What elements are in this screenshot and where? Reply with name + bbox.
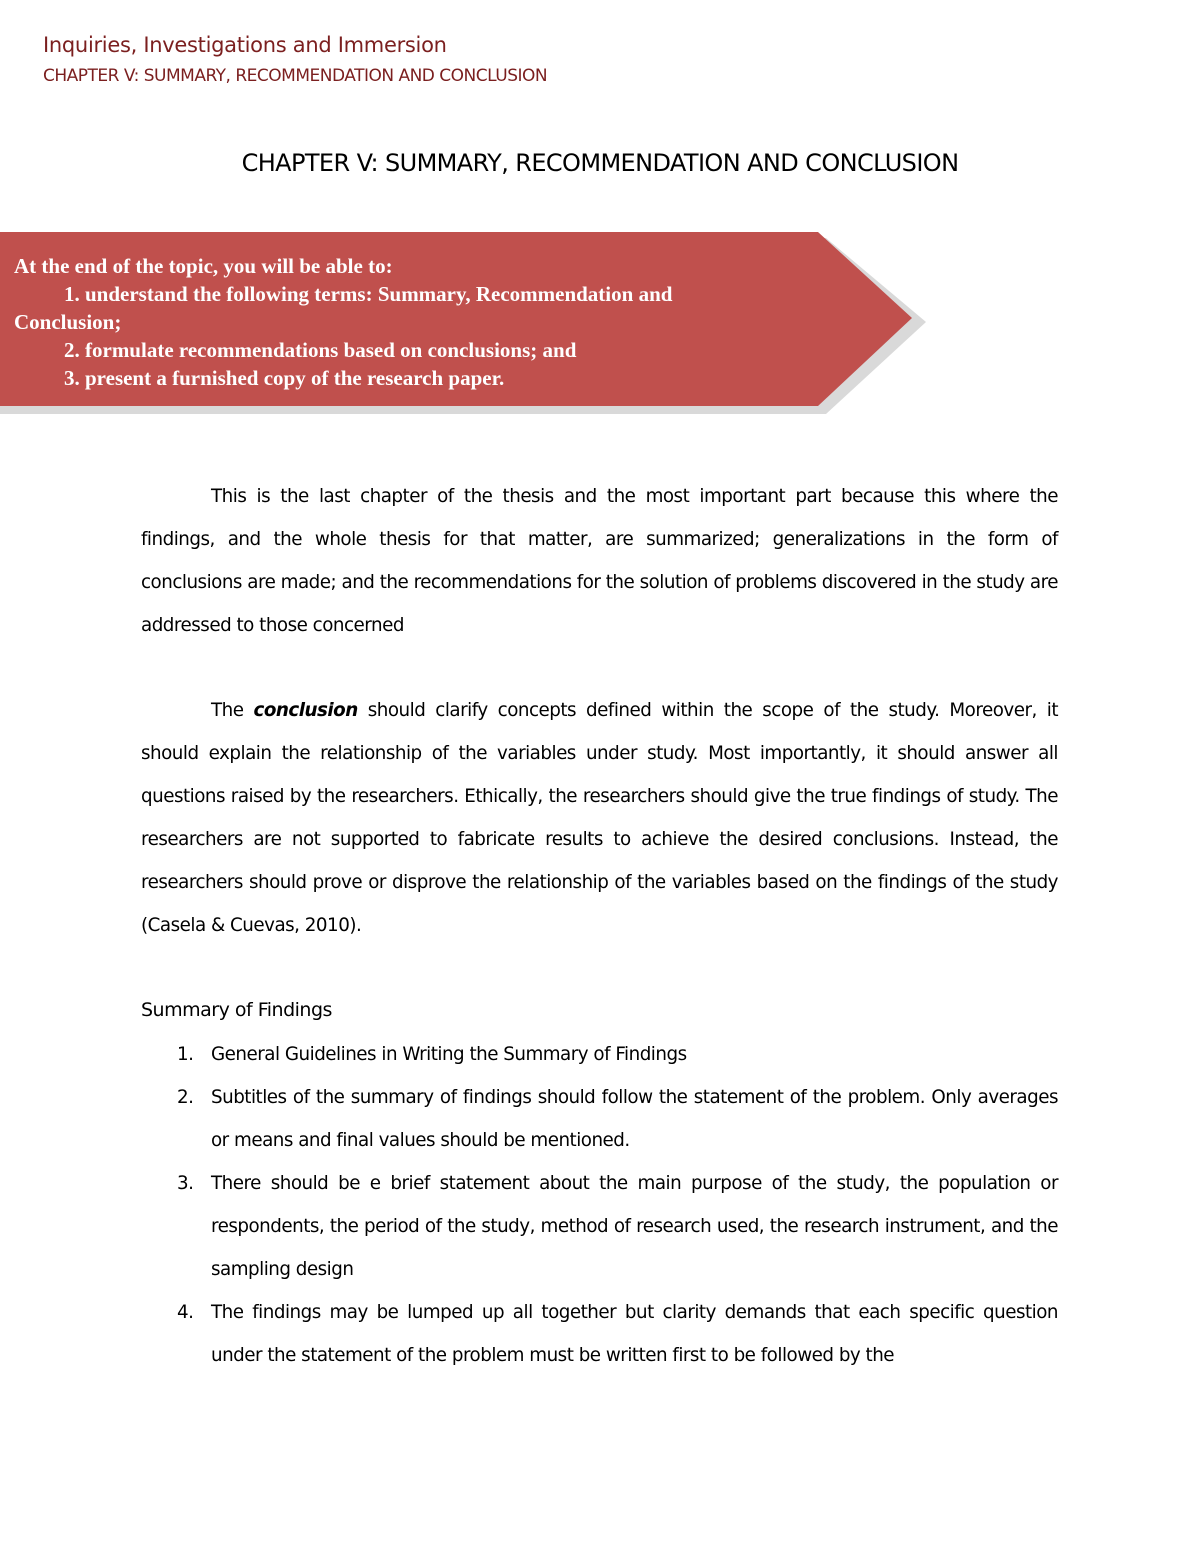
objectives-banner — [0, 224, 930, 416]
page-header — [43, 30, 547, 88]
list-item — [141, 1162, 1058, 1291]
summary-heading: Summary of Findings — [141, 999, 332, 1021]
list-item-text: The findings may be lumped up all together but clarity demands that each specific question under the statement of the problem must be written first to be followed by the — [211, 1302, 1058, 1366]
list-item-number: 4. — [177, 1302, 194, 1323]
list-item — [141, 1291, 1058, 1377]
paragraph-2-lead: The — [211, 700, 254, 721]
course-title: Inquiries, Investigations and Immersion — [43, 33, 447, 57]
objective-item-1: 1. understand the following terms: Summary, Recommendation and — [64, 282, 673, 306]
conclusion-emphasis: conclusion — [253, 700, 358, 721]
list-item-number: 3. — [177, 1173, 194, 1194]
chapter-title: CHAPTER V: SUMMARY, RECOMMENDATION AND CONCLUSION — [241, 149, 959, 177]
list-item — [141, 1076, 1058, 1162]
list-item-text: General Guidelines in Writing the Summary of Findings — [211, 1044, 687, 1065]
objectives-text — [14, 252, 894, 392]
list-item-text: Subtitles of the summary of findings should follow the statement of the problem. Only averages or means and final values should be mentioned. — [211, 1087, 1058, 1151]
objective-item-3: 3. present a furnished copy of the research paper. — [64, 366, 505, 390]
objective-item-2: 2. formulate recommendations based on conclusions; and — [64, 338, 577, 362]
paragraph-1: This is the last chapter of the thesis and the most important part because this where the findings, and the whole thesis for that matter, are summarized; generalizations in the form of conclusions are made; and the recommendations for the solution of problems discovered in the study are addressed to those concerned — [141, 486, 1058, 636]
intro-paragraph — [141, 475, 1058, 647]
list-item — [141, 1033, 1058, 1076]
objectives-intro: At the end of the topic, you will be able to: — [14, 254, 393, 278]
list-item-number: 2. — [177, 1087, 194, 1108]
conclusion-paragraph — [141, 689, 1058, 947]
list-item-number: 1. — [177, 1044, 194, 1065]
paragraph-2-rest: should clarify concepts defined within the scope of the study. Moreover, it should explain the relationship of the variables under study. Most importantly, it should answer all questions raised by the researchers. Ethically, the researchers should give the true findings of study. The researchers are not supported to fabricate results to achieve the desired conclusions. Instead, the researchers should prove or disprove the relationship of the variables based on the findings of the study (Casela & Cuevas, 2010). — [141, 700, 1059, 936]
findings-list — [141, 1033, 1058, 1377]
list-item-text: There should be e brief statement about the main purpose of the study, the population or respondents, the period of the study, method of research used, the research instrument, and the sampling design — [211, 1173, 1058, 1280]
header-chapter-label: CHAPTER V: SUMMARY, RECOMMENDATION AND CONCLUSION — [43, 66, 548, 86]
objective-item-1-continued: Conclusion; — [14, 310, 122, 334]
paragraph-2 — [141, 689, 1058, 947]
